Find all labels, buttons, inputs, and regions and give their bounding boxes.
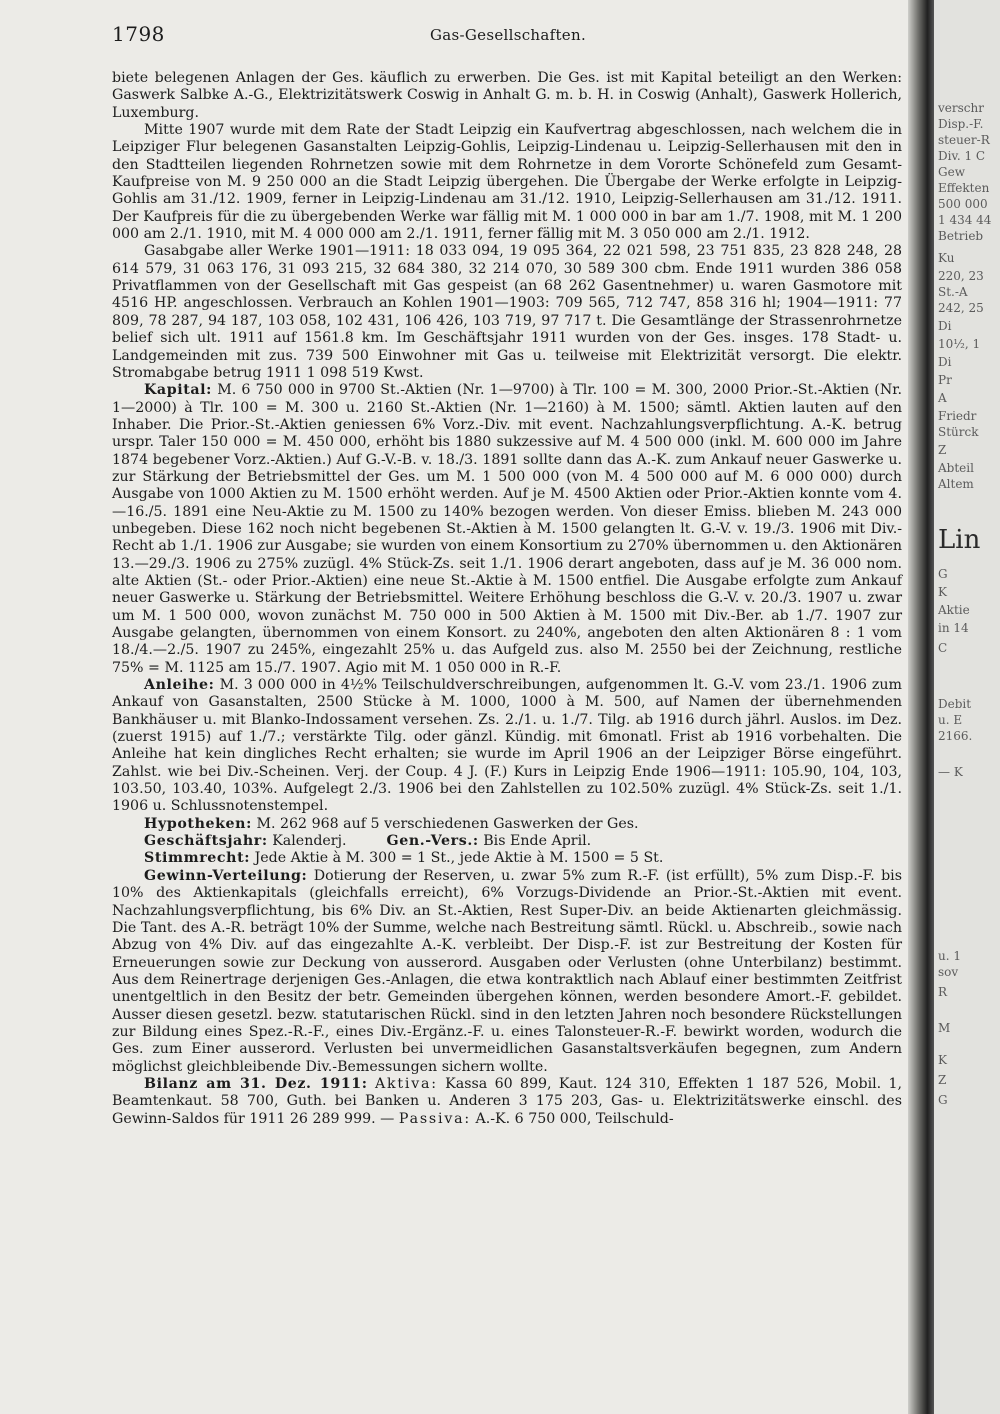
- section-heading: Hypotheken:: [144, 815, 252, 832]
- adjacent-page-text-fragment: 2166.: [938, 729, 973, 743]
- adjacent-page-text-fragment: A: [938, 391, 947, 405]
- adjacent-page-text-fragment: Betrieb: [938, 229, 984, 243]
- adjacent-page-text-fragment: St.-A: [938, 285, 968, 299]
- section-heading: Gen.-Vers.:: [386, 833, 479, 850]
- section-text: M. 262 968 auf 5 verschiedenen Gaswerken der Ges.: [251, 815, 639, 832]
- section-text: M. 3 000 000 in 4½% Teilschuldverschreibungen, aufgenommen lt. G.-V. vom 23./1. 1906 zum Ankauf von Gasanstalten, 2500 Stücke à M. 1000, 1000 à M. 500, auf Namen der übernehmenden Bankhäuser u. mit Blanko-Indossament versehen. Zs. 2./1. u. 1./7. Tilg. ab 1916 durch jährl. Auslos. im Dez. (zuerst 1915) auf 1./7.; verstärkte Tilg. oder gänzl. Kündig. mit 6monatl. Frist ab 1916 vorbehalten. Die Anleihe hat kein dingliches Recht erhalten; sie wurde im April 1906 an der Leipziger Börse eingeführt. Zahlst. wie bei Div.-Scheinen. Verj. der Coup. 4 J. (F.) Kurs in Leipzig Ende 1906—1911: 105.90, 104, 103, 103.50, 103.40, 103%. Aufgelegt 2./3. 1906 bei den Zahlstellen zu 102.50% zuzügl. 4% Stück-Zs. seit 1./1. 1906 u. Schlussnotenstempel.: [112, 677, 902, 815]
- adjacent-page-text-fragment: steuer-R: [938, 133, 990, 147]
- body-paragraph: Gasabgabe aller Werke 1901—1911: 18 033 094, 19 095 364, 22 021 598, 23 751 835, 23 828 248, 28 614 579, 31 063 176, 31 093 215, 32 684 380, 32 214 070, 30 589 300 cbm. Ende 1911 wurden 386 058 Privatflammen von der Gesellschaft mit Gas gespeist (an 68 262 Gasentnehmer) u. waren Gasmotore mit 4516 HP. angeschlossen. Verbrauch an Kohlen 1901—1903: 709 565, 712 747, 858 316 hl; 1904—1911: 77 809, 78 287, 94 187, 103 058, 102 431, 106 426, 103 719, 97 717 t. Die Gesamtlänge der Strassenrohrnetze belief sich ult. 1911 auf 1561.8 km. Im Geschäftsjahr 1911 wurden von der Ges. insges. 178 Stadt- u. Landgemeinden mit zus. 739 500 Einwohner mit Gas u. teilweise mit Elektrizität versorgt. Die elektr. Stromabgabe betrug 1911 1 098 519 Kwst.: [112, 243, 902, 381]
- adjacent-page-text-fragment: R: [938, 985, 948, 999]
- adjacent-page-text-fragment: G: [938, 1093, 948, 1107]
- body-paragraph: Mitte 1907 wurde mit dem Rate der Stadt Leipzig ein Kaufvertrag abgeschlossen, nach welchem die in Leipziger Flur belegenen Gasanstalten Leipzig-Gohlis, Leipzig-Lindenau u. Leipzig-Sellerhausen mit den in den Stadtteilen liegenden Rohrnetzen sowie mit dem Rohrnetze in dem Vororte Schönefeld zum Gesamt-Kaufpreise von M. 9 250 000 an die Stadt Leipzig übergehen. Die Übergabe der Werke erfolgte in Leipzig-Gohlis am 31./12. 1909, ferner in Leipzig-Lindenau am 31./12. 1910, Leipzig-Sellerhausen am 31./12. 1911. Der Kaufpreis für die zu übergebenden Werke war fällig mit M. 1 000 000 in bar am 1./7. 1908, mit M. 1 200 000 am 2./1. 1910, mit M. 4 000 000 am 2./1. 1911, ferner fällig mit M. 3 050 000 am 2./1. 1912.: [112, 122, 902, 243]
- passiva-text: A.-K. 6 750 000, Teilschuld-: [470, 1110, 674, 1127]
- adjacent-page-text-fragment: Altem: [938, 477, 974, 491]
- section-paragraph: [112, 868, 902, 1076]
- adjacent-page-text-fragment: Aktie: [938, 603, 970, 617]
- section-text: Dotierung der Reserven, u. zwar 5% zum R.-F. (ist erfüllt), 5% zum Disp.-F. bis 10% des Aktienkapitals (gleichfalls erreicht), 6% Vorzugs-Dividende an Prior.-St.-Aktien mit event. Nachzahlungsverpflichtung, bis 6% Div. an St.-Aktien, Rest Super-Div. an beide Aktienarten gleichmässig. Die Tant. des A.-R. beträgt 10% der Summe, welche nach Bestreitung sämtl. Rückl. u. Abschreib., sowie nach Abzug von 4% Div. auf das eingezahlte A.-K. verbleibt. Der Disp.-F. ist zur Bestreitung der Kosten für Erneuerungen sowie zur Deckung von ausserord. Ausgaben oder Verlusten (ohne Unterbilanz) bestimmt. Aus dem Reinertrage derjenigen Ges.-Anlagen, die etwa kontraktlich nach Ablauf einer bestimmten Zeitfrist unentgeltlich in den Besitz der betr. Gemeinden übergehen können, werden besondere Amort.-F. gebildet. Ausser diesen gesetzl. bezw. statutarischen Rückl. sind in den letzten Jahren noch besondere Rückstellungen zur Bildung eines Spez.-R.-F., eines Div.-Ergänz.-F. u. eines Talonsteuer-R.-F. bewirkt worden, wodurch die Ges. zum Einer ausserord. Verlusten bei unvermeidlichen Gasanstaltsverkäufen begegnen, zum Andern möglichst gleichbleibende Div.-Bemessungen sichern wollte.: [112, 867, 902, 1075]
- section-text: M. 6 750 000 in 9700 St.-Aktien (Nr. 1—9700) à Tlr. 100 = M. 300, 2000 Prior.-St.-Aktien (Nr. 1—2000) à Tlr. 100 = M. 300 u. 2160 St.-Aktien (Nr. 1—2160) à M. 1500; sämtl. Aktien lauten auf den Inhaber. Die Prior.-St.-Aktien geniessen 6% Vorz.-Div. mit event. Nachzahlungsverpflichtung. A.-K. betrug urspr. Taler 150 000 = M. 450 000, erhöht bis 1880 sukzessive auf M. 4 500 000 (inkl. M. 600 000 im Jahre 1874 begebener Vorz.-Aktien.) Auf G.-V.-B. v. 18./3. 1891 sollte dann das A.-K. zum Ankauf neuer Gaswerke u. zur Stärkung der Betriebsmittel der Ges. um M. 1 500 000 (von M. 4 500 000 auf M. 6 000 000) durch Ausgabe von 1000 Aktien zu M. 1500 erhöht werden. Auf je M. 4500 Aktien oder Prior.-Aktien konnte vom 4.—16./5. 1891 eine Neu-Aktie zu M. 1500 zu 140% bezogen werden. Von dieser Emiss. blieben M. 243 000 unbegeben. Diese 162 noch nicht begebenen St.-Aktien à M. 1500 gelangten lt. G.-V. v. 19./3. 1906 mit Div.-Recht ab 1./1. 1906 zur Ausgabe; sie wurden von einem Konsortium zu 270% übernommen u. den Aktionären 13.—29./3. 1906 zu 275% zuzügl. 4% Stück-Zs. seit 1./1. 1906 derart angeboten, dass auf je M. 36 000 nom. alte Aktien (St.- oder Prior.-Aktien) eine neue St.-Aktie à M. 1500 entfiel. Die Ausgabe erfolgte zum Ankauf neuer Gaswerke u. Stärkung der Betriebsmittel. Weitere Erhöhung beschloss die G.-V. v. 20./3. 1907 u. zwar um M. 1 500 000, wovon zunächst M. 750 000 in 500 Aktien à M. 1500 mit Div.-Ber. ab 1./7. 1907 zur Ausgabe gelangten, übernommen von einem Konsort. zu 240%, angeboten den alten Aktionären 8 : 1 vom 18./4.—2./5. 1907 zu 245%, eingezahlt 25% u. das Aufgeld zus. also M. 2550 bei der Zeichnung, restliche 75% = M. 1125 am 15./7. 1907. Agio mit M. 1 050 000 in R.-F.: [112, 382, 902, 676]
- adjacent-page-text-fragment: Debit: [938, 697, 972, 711]
- adjacent-page-text-fragment: M: [938, 1021, 951, 1035]
- section-heading: Geschäftsjahr:: [144, 833, 268, 850]
- aktiva-label: Aktiva:: [374, 1075, 438, 1092]
- adjacent-page-text-fragment: Z: [938, 1073, 947, 1087]
- section-heading: Stimmrecht:: [144, 850, 251, 867]
- body-text: [112, 70, 902, 1128]
- aktiva-text: Kassa 60 899, Kaut. 124 310, Effekten 1 187 526, Mobil. 1, Beamtenkaut. 58 700, Guth. bei Banken u. Anderen 3 175 203, Gas- u. Elektrizitätswerke einschl. des Gewinn-Saldos für 1911 26 289 999. —: [112, 1075, 902, 1127]
- adjacent-page-text-fragment: Effekten: [938, 181, 990, 195]
- adjacent-page-text-fragment: Di: [938, 319, 952, 333]
- section-heading: Kapital:: [144, 382, 213, 399]
- adjacent-page-text-fragment: — K: [938, 765, 963, 779]
- adjacent-page-text-fragment: C: [938, 641, 948, 655]
- adjacent-page-text-fragment: Lin: [938, 525, 981, 555]
- adjacent-page-text-fragment: in 14: [938, 621, 969, 635]
- section-paragraph: [112, 833, 902, 850]
- adjacent-page-text-fragment: Friedr: [938, 409, 977, 423]
- adjacent-page-text-fragment: Ku: [938, 251, 955, 265]
- adjacent-page-text-fragment: u. 1: [938, 949, 961, 963]
- adjacent-page-text-fragment: u. E: [938, 713, 963, 727]
- passiva-label: Passiva:: [398, 1110, 471, 1127]
- book-gutter: [908, 0, 934, 1414]
- adjacent-page-text-fragment: K: [938, 585, 947, 599]
- adjacent-page-text-fragment: Gew: [938, 165, 965, 179]
- body-paragraph: biete belegenen Anlagen der Ges. käuflich zu erwerben. Die Ges. ist mit Kapital beteiligt an den Werken: Gaswerk Salbke A.-G., Elektrizitätswerk Coswig in Anhalt G. m. b. H. in Coswig (Anhalt), Gaswerk Hollerich, Luxemburg.: [112, 70, 902, 121]
- adjacent-page-text-fragment: sov: [938, 965, 959, 979]
- adjacent-page-text-fragment: Stürck: [938, 425, 979, 439]
- adjacent-page-text-fragment: Abteil: [938, 461, 974, 475]
- adjacent-page-text-fragment: K: [938, 1053, 947, 1067]
- adjacent-page-text-fragment: Disp.-F.: [938, 117, 984, 131]
- adjacent-page-text-fragment: verschr: [938, 101, 984, 115]
- section-text: Bis Ende April.: [478, 833, 592, 850]
- adjacent-page-text-fragment: 10½, 1: [938, 337, 981, 351]
- adjacent-page-text-fragment: 500 000: [938, 197, 988, 211]
- section-paragraph: [112, 677, 902, 816]
- adjacent-page-text-fragment: G: [938, 567, 948, 581]
- adjacent-page-text-fragment: 220, 23: [938, 269, 984, 283]
- adjacent-page-text-fragment: 242, 25: [938, 301, 984, 315]
- adjacent-page-text-fragment: 1 434 44: [938, 213, 992, 227]
- section-heading: Anleihe:: [144, 677, 215, 694]
- section-heading: Gewinn-Verteilung:: [144, 867, 308, 884]
- adjacent-page-text-fragment: Div. 1 C: [938, 149, 986, 163]
- section-text: Kalenderj.: [267, 833, 347, 850]
- section-text: Jede Aktie à M. 300 = 1 St., jede Aktie à M. 1500 = 5 St.: [250, 850, 664, 867]
- adjacent-page-edge: [934, 0, 1000, 1414]
- section-paragraph: [112, 816, 902, 833]
- page-number: 1798: [112, 22, 165, 46]
- section-paragraph: [112, 382, 902, 677]
- balance-sheet-paragraph: [112, 1076, 902, 1128]
- adjacent-page-text-fragment: Z: [938, 443, 947, 457]
- running-head: Gas-Gesellschaften.: [430, 26, 587, 44]
- section-heading: Bilanz am 31. Dez. 1911:: [144, 1075, 368, 1092]
- adjacent-page-text-fragment: Di: [938, 355, 952, 369]
- adjacent-page-text-fragment: Pr: [938, 373, 952, 387]
- section-paragraph: [112, 850, 902, 867]
